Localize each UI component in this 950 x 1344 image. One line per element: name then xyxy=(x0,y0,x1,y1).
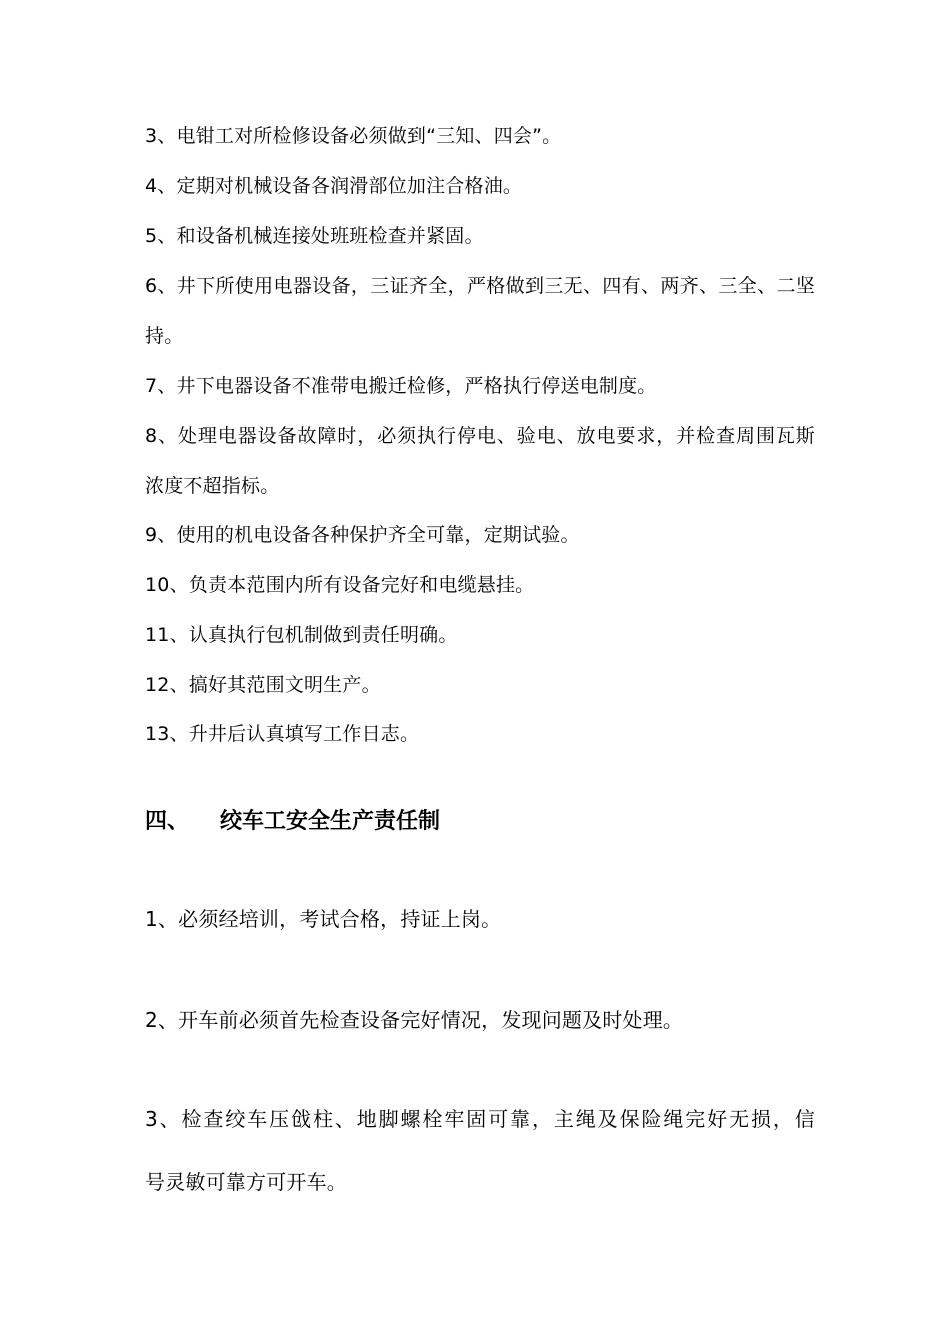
list-item: 6、井下所使用电器设备，三证齐全，严格做到三无、四有、两齐、三全、二坚 xyxy=(145,275,815,297)
list-item-continuation: 浓度不超指标。 xyxy=(145,475,280,497)
list-item: 2、开车前必须首先检查设备完好情况，发现问题及时处理。 xyxy=(145,1008,684,1032)
list-item: 1、必须经培训，考试合格，持证上岗。 xyxy=(145,907,502,931)
list-item-continuation: 持。 xyxy=(145,325,184,347)
list-item: 9、使用的机电设备各种保护齐全可靠，定期试验。 xyxy=(145,524,580,546)
list-item: 8、处理电器设备故障时，必须执行停电、验电、放电要求，并检查周围瓦斯 xyxy=(145,425,815,447)
section-title: 绞车工安全生产责任制 xyxy=(220,809,441,834)
list-item: 3、电钳工对所检修设备必须做到“三知、四会”。 xyxy=(145,125,562,147)
list-item: 7、井下电器设备不准带电搬迁检修，严格执行停送电制度。 xyxy=(145,375,657,397)
list-item: 4、定期对机械设备各润滑部位加注合格油。 xyxy=(145,175,523,197)
list-item: 3、检查绞车压戗柱、地脚螺栓牢固可靠，主绳及保险绳完好无损，信 xyxy=(145,1107,815,1131)
section-number: 四、 xyxy=(145,809,190,834)
section-heading xyxy=(145,808,440,836)
list-item: 12、搞好其范围文明生产。 xyxy=(145,674,381,696)
list-item: 11、认真执行包机制做到责任明确。 xyxy=(145,624,458,646)
list-item-continuation: 号灵敏可靠方可开车。 xyxy=(145,1170,347,1194)
list-item: 13、升井后认真填写工作日志。 xyxy=(145,723,420,745)
list-item: 5、和设备机械连接处班班检查并紧固。 xyxy=(145,225,484,247)
list-item: 10、负责本范围内所有设备完好和电缆悬挂。 xyxy=(145,574,535,596)
